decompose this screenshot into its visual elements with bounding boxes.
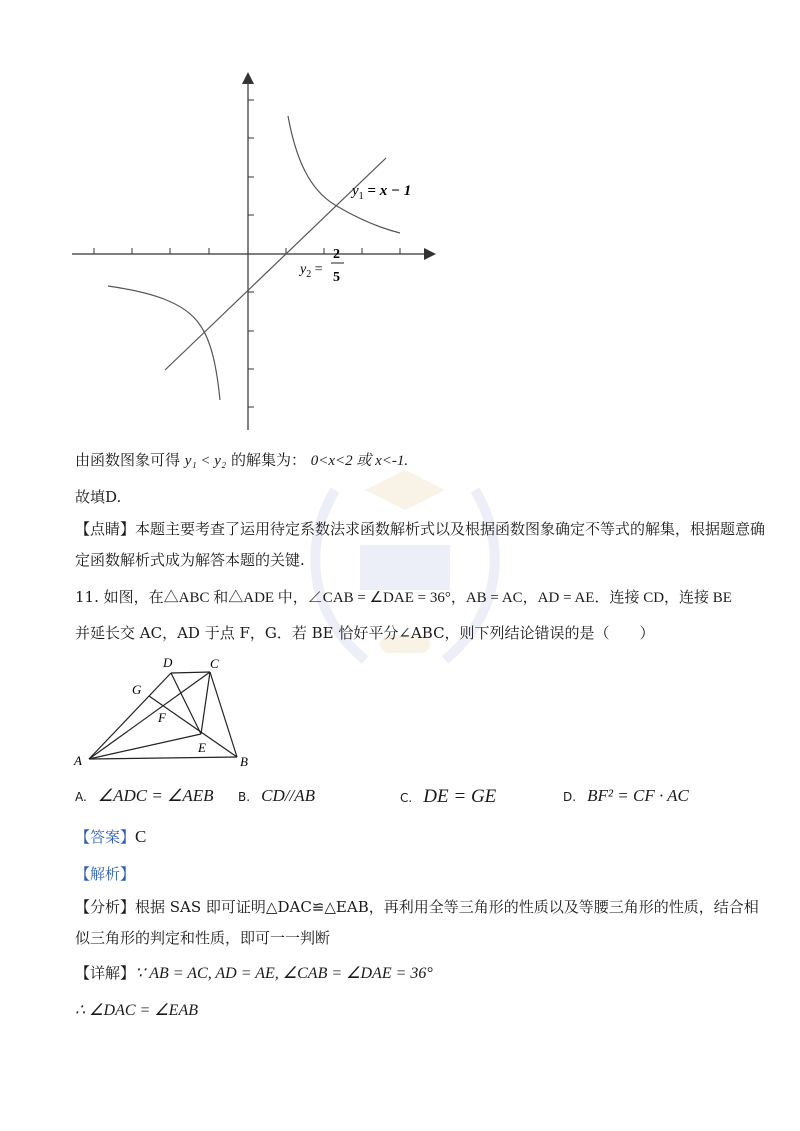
segment-AB — [89, 757, 237, 759]
point-B-label: B — [240, 754, 248, 769]
point-D-label: D — [163, 655, 173, 670]
x-ticks — [94, 248, 400, 254]
point-E-label: E — [198, 740, 206, 755]
y2-fraction-numerator: 2 — [333, 247, 340, 262]
fenxi-line-1: 【分析】根据 SAS 即可证明△DAC≌△EAB，再利用全等三角形的性质以及等腰三角形的性质，结合相 — [75, 898, 759, 916]
analysis-tag: 【解析】 — [75, 865, 136, 883]
option-b[interactable]: B. CD//AB — [238, 786, 315, 805]
hyperbola-branch-right — [288, 116, 400, 233]
y2-label: $y_2$ = — [300, 262, 323, 280]
point-C-label: C — [210, 656, 219, 671]
option-a[interactable]: A. ∠ADC = ∠AEB — [75, 786, 214, 805]
answer-line: 【答案】C — [75, 827, 147, 846]
y2-fraction-denominator: 5 — [333, 270, 340, 285]
point-A-label: A — [74, 753, 82, 768]
y1-label: $y_1 = x - 1$ — [352, 183, 412, 202]
fenxi-line-2: 似三角形的判定和性质，即可一一判断 — [75, 929, 331, 947]
hyperbola-branch-left — [108, 286, 220, 400]
detail-line-2: ∴ ∠DAC = ∠EAB — [75, 1002, 198, 1019]
comment-line-1: 【点睛】本题主要考查了运用待定系数法求函数解析式以及根据函数图象确定不等式的解集，根据题意确 — [75, 520, 766, 538]
segment-BG — [149, 696, 237, 757]
watermark-logo — [295, 450, 515, 690]
option-d[interactable]: D. BF² = CF · AC — [563, 786, 689, 805]
segment-CB — [210, 672, 237, 757]
function-graph — [60, 70, 440, 440]
point-G-label: G — [132, 682, 142, 697]
geometry-figure — [70, 650, 270, 775]
question-line-1: 11. 如图，在△ABC 和△ADE 中，∠CAB = ∠DAE = 36°，AB = AC，AD = AE．连接 CD，连接 BE — [75, 588, 732, 606]
question-line-2: 并延长交 AC，AD 于点 F，G．若 BE 恰好平分∠ABC，则下列结论错误的是（ ） — [75, 624, 655, 642]
solution-line-1: 由函数图象可得 y₁ < y₂ 的解集为： 0<x<2 或 x<-1. — [75, 451, 409, 469]
detail-line-1: 【详解】∵ AB = AC, AD = AE, ∠CAB = ∠DAE = 36° — [75, 964, 433, 982]
segment-CE — [201, 672, 210, 734]
solution-line-2: 故填D. — [75, 488, 122, 506]
point-F-label: F — [158, 710, 166, 725]
comment-line-2: 定函数解析式成为解答本题的关键. — [75, 551, 305, 569]
segment-DC — [171, 672, 210, 673]
option-c[interactable]: C. DE = GE — [400, 786, 497, 807]
